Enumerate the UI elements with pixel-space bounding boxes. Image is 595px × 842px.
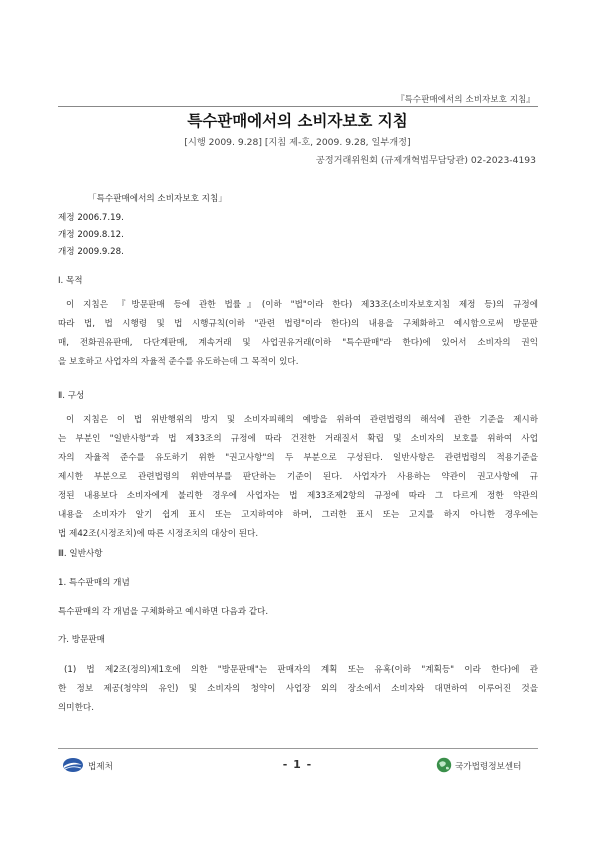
subsection-1-heading: 1. 특수판매의 개념 (58, 578, 130, 588)
guideline-name: 「특수판매에서의 소비자보호 지침」 (88, 194, 227, 204)
section-2-heading: Ⅱ. 구성 (58, 391, 85, 401)
history-amended-1: 개정 2009.8.12. (58, 230, 124, 240)
document-title: 특수판매에서의 소비자보호 지침 (187, 112, 408, 130)
footer-right-label: 국가법령정보센터 (455, 762, 522, 772)
item-a-heading: 가. 방문판매 (58, 635, 105, 645)
history-amended-2: 개정 2009.9.28. (58, 247, 124, 257)
paragraph-line: (1) 법 제2조(정의)제1호에 의한 "방문판매"는 판매자의 계획 또는 유혹(이하 "계획등" 이라 한다)에 관 (64, 665, 538, 675)
paragraph-line: 법 제42조(시정조치)에 따른 시정조치의 대상이 된다. (58, 529, 259, 539)
paragraph-line: 매, 전화권유판매, 다단계판매, 계속거래 및 사업권유거래(이하 "특수판매"라 한다)에 있어서 소비자의 권익 (58, 338, 538, 348)
paragraph-line: 자의 자율적 준수를 유도하기 위한 "권고사항"의 두 부분으로 구성된다. 일반사항은 관련법령의 적용기준을 (58, 453, 538, 463)
paragraph-line: 는 부분인 "일반사항"과 법 제33조의 규정에 따라 건전한 거래질서 확립 및 소비자의 보호를 위하여 사업 (58, 434, 538, 444)
paragraph-line: 한 정보 제공(청약의 유인) 및 소비자의 청약이 사업장 외의 장소에서 소비자와 대면하여 이루어진 것을 (58, 684, 538, 694)
paragraph-line: 정된 내용보다 소비자에게 불리한 경우에 사업자는 법 제33조제2항의 규정에 따라 그 다르게 정한 약관의 (58, 491, 538, 501)
header-divider (58, 106, 538, 107)
paragraph-line: 이 지침은 『방문판매 등에 관한 법률』(이하 "법"이라 한다) 제33조(소비자보호지침 제정 등)의 규정에 (66, 300, 538, 310)
paragraph-line: 내용을 소비자가 알기 쉽게 표시 또는 고지하여야 하며, 그러한 표시 또는 고지를 하지 아니한 경우에는 (58, 510, 538, 520)
paragraph-line: 따라 법, 법 시행령 및 법 시행규칙(이하 "관련 법령"이라 한다)의 내용을 구체화하고 예시함으로써 방문판 (58, 319, 538, 329)
globe-logo-icon (436, 757, 452, 773)
section-3-heading: Ⅲ. 일반사항 (58, 549, 103, 559)
footer-divider (58, 748, 538, 749)
subsection-1-text: 특수판매의 각 개념을 구체화하고 예시하면 다음과 같다. (58, 607, 269, 617)
paragraph-line: 제시한 부분으로 관련법령의 위반여부를 판단하는 기준이 된다. 사업자가 사용하는 약관이 권고사항에 규 (58, 472, 538, 482)
history-enacted: 제정 2006.7.19. (58, 213, 124, 223)
agency-contact: 공정거래위원회 (규제개혁법무담당관) 02-2023-4193 (315, 155, 536, 166)
paragraph-line: 이 지침은 이 법 위반행위의 방지 및 소비자피해의 예방을 위하여 관련법령의 해석에 관한 기준을 제시하 (66, 415, 538, 425)
header-document-tag: 『특수판매에서의 소비자보호 지침』 (396, 94, 535, 104)
enforcement-info: [시행 2009. 9.28] [지침 제-호, 2009. 9.28, 일부개정] (184, 137, 411, 148)
section-1-heading: Ⅰ. 목적 (58, 276, 83, 286)
footer-left-label: 법제처 (88, 762, 113, 772)
paragraph-line: 을 보호하고 사업자의 자율적 준수를 유도하는데 그 목적이 있다. (58, 357, 299, 367)
page-number: - 1 - (282, 758, 313, 771)
paragraph-line: 의미한다. (58, 703, 94, 713)
